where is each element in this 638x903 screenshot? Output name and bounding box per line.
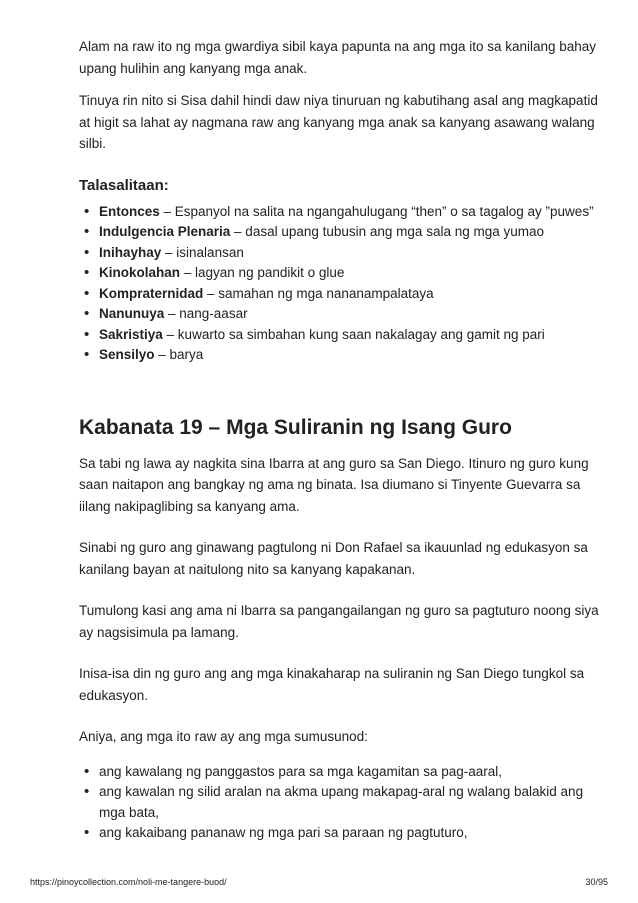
chapter-paragraph-3: Tumulong kasi ang ama ni Ibarra sa pangangailangan ng guro sa pagtuturo noong siya ay nagsisimula pa lamang.: [79, 603, 599, 640]
glossary-item: [79, 263, 599, 284]
glossary-definition: – samahan ng mga nananampalataya: [203, 285, 434, 301]
intro-paragraph-1: Alam na raw ito ng mga gwardiya sibil kaya papunta na ang mga ito sa kanilang bahay upang hulihin ang kanyang mga anak.: [79, 39, 597, 76]
glossary-definition: – barya: [154, 347, 204, 362]
glossary-item: [79, 202, 599, 223]
list-item: • ang kakaibang pananaw ng mga pari sa paraan ng pagtuturo,: [79, 823, 599, 844]
glossary-definition: – dasal upang tubusin ang mga sala ng mga yumao: [230, 224, 545, 239]
glossary-definition: – isinalansan: [161, 244, 244, 260]
list-item: • ang kawalang ng panggastos para sa mga kagamitan sa pag-aaral,: [79, 762, 599, 783]
glossary-term: Kinokolahan: [99, 265, 181, 280]
glossary-term: Sakristiya: [99, 326, 163, 342]
glossary-item: [79, 284, 599, 305]
glossary-definition: – lagyan ng pandikit o glue: [180, 265, 345, 280]
glossary-term: Inihayhay: [99, 244, 162, 260]
glossary-term: Nanunuya: [99, 306, 165, 321]
chapter-paragraph-1: Sa tabi ng lawa ay nagkita sina Ibarra at ang guro sa San Diego. Itinuro ng guro kung saan naitapon ang bangkay ng ama ng binata. Isa diumano si Tinyente Guevarra sa iilang nakipaglibing sa kanyang ama.: [79, 455, 589, 514]
glossary-term: Entonces: [99, 203, 160, 219]
glossary-item: [79, 325, 599, 346]
footer-url[interactable]: https://pinoycollection.com/noli-me-tangere-buod/: [30, 877, 227, 887]
glossary-item: [79, 304, 599, 325]
list-item: • ang kawalan ng silid aralan na akma upang makapag-aral ng walang balakid ang mga bata,: [79, 782, 599, 823]
problems-list: [79, 762, 599, 844]
glossary-item: [79, 222, 599, 243]
glossary-item: [79, 243, 599, 264]
glossary-definition: – Espanyol na salita na ngangahulugang “then” o sa tagalog ay ”puwes”: [159, 203, 594, 219]
glossary-heading: Talasalitaan:: [79, 176, 169, 194]
glossary-item: [79, 345, 599, 366]
glossary-term: Sensilyo: [99, 347, 155, 362]
glossary-definition: – kuwarto sa simbahan kung saan nakalagay ang gamit ng pari: [162, 326, 545, 342]
chapter-paragraph-4: Inisa-isa din ng guro ang ang mga kinakaharap na suliranin ng San Diego tungkol sa edukasyon.: [79, 666, 585, 703]
page-number: 30/95: [585, 877, 608, 887]
glossary-definition: – nang-aasar: [164, 306, 248, 321]
chapter-paragraph-5: Aniya, ang mga ito raw ay ang mga sumusunod:: [79, 729, 368, 744]
glossary-term: Kompraternidad: [99, 285, 204, 301]
glossary-list: [79, 202, 599, 366]
glossary-term: Indulgencia Plenaria: [99, 224, 231, 239]
document-content: [79, 36, 599, 844]
chapter-paragraph-2: Sinabi ng guro ang ginawang pagtulong ni Don Rafael sa ikauunlad ng edukasyon sa kanilang bayan at naitulong nito sa kanyang kapakanan.: [79, 540, 588, 577]
intro-paragraph-2: Tinuya rin nito si Sisa dahil hindi daw niya tinuruan ng kabutihang asal ang magkapatid at higit sa lahat ay nagmana raw ang kanyang mga anak sa kanyang asawang walang silbi.: [79, 93, 598, 151]
chapter-title: Kabanata 19 – Mga Suliranin ng Isang Guro: [79, 415, 512, 439]
